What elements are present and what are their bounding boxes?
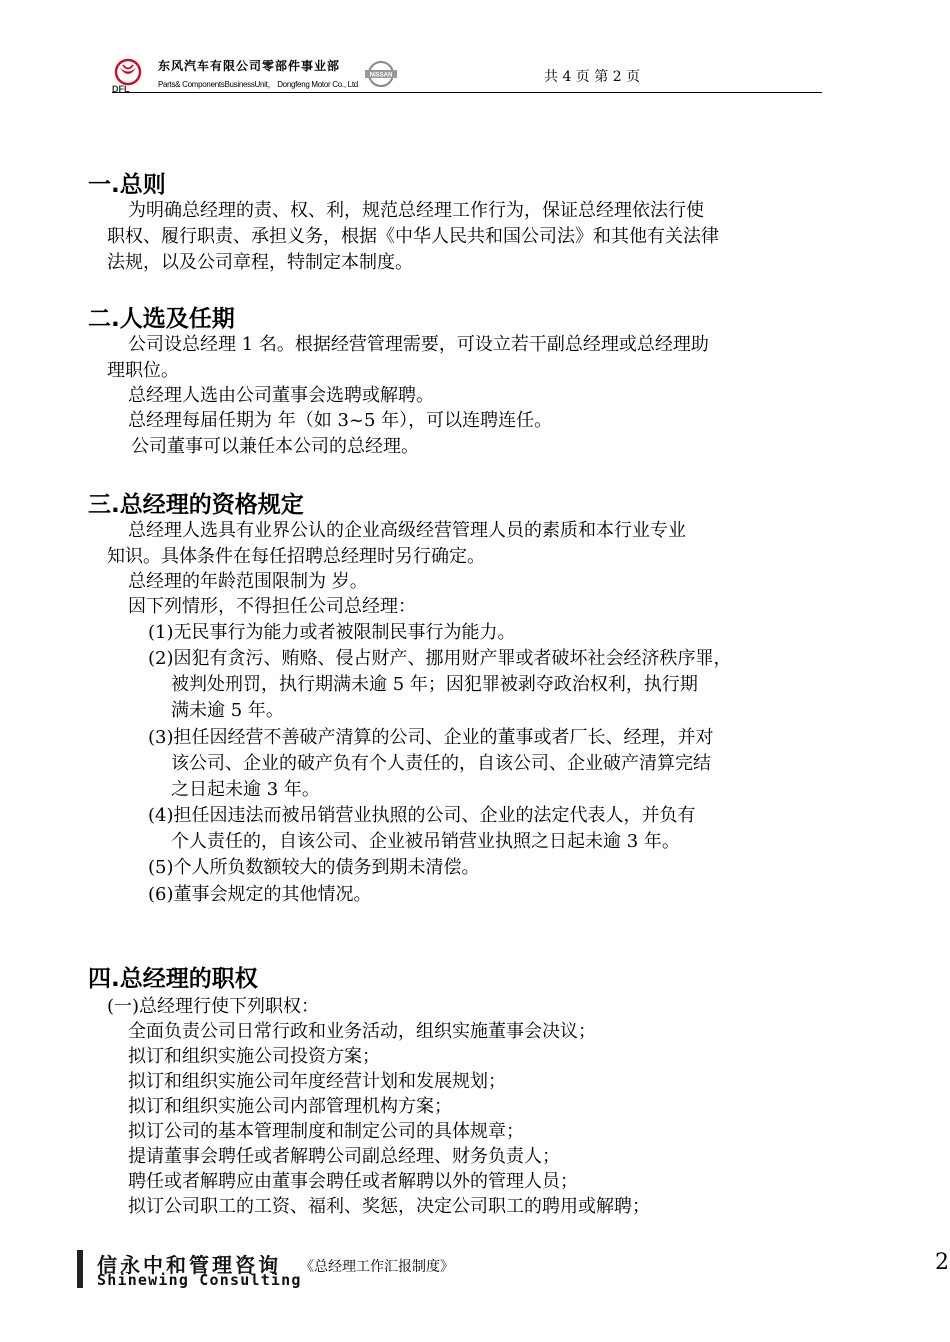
svg-text:NISSAN: NISSAN bbox=[369, 72, 393, 79]
list-item: (5)个人所负数额较大的债务到期未清偿。 bbox=[148, 857, 480, 878]
paragraph-line: 聘任或者解聘应由董事会聘任或者解聘以外的管理人员； bbox=[128, 1171, 578, 1192]
footer-brand-en: Shinewing Consulting bbox=[97, 1271, 302, 1289]
paragraph-line: 为明确总经理的责、权、利，规范总经理工作行为，保证总经理依法行使 bbox=[128, 200, 704, 221]
paragraph-line: 职权、履行职责、承担义务，根据《中华人民共和国公司法》和其他有关法律 bbox=[107, 226, 719, 247]
section-title-authority: 四.总经理的职权 bbox=[88, 966, 258, 992]
section-title-appointment: 二.人选及任期 bbox=[88, 306, 235, 332]
paragraph-line: 知识。具体条件在每任招聘总经理时另行确定。 bbox=[107, 546, 485, 567]
list-item-continuation: 之日起未逾 3 年。 bbox=[171, 779, 320, 800]
company-name-en: Parts& ComponentsBusinessUnit， Dongfeng Motor Co., Ltd bbox=[158, 80, 358, 89]
list-item: (6)董事会规定的其他情况。 bbox=[148, 884, 372, 905]
list-item-continuation: 满未逾 5 年。 bbox=[171, 700, 284, 721]
company-name-cn: 东风汽车有限公司零部件事业部 bbox=[158, 59, 341, 73]
paragraph-line: 总经理每届任期为 年（如 3~5 年），可以连聘连任。 bbox=[128, 410, 553, 431]
paragraph-line: 公司董事可以兼任本公司的总经理。 bbox=[131, 436, 419, 457]
list-item-continuation: 该公司、企业的破产负有个人责任的，自该公司、企业破产清算完结 bbox=[171, 753, 711, 774]
paragraph-line: 总经理人选由公司董事会选聘或解聘。 bbox=[128, 385, 434, 406]
section-title-qualification: 三.总经理的资格规定 bbox=[88, 492, 304, 518]
dongfeng-logo-icon bbox=[106, 58, 152, 94]
paragraph-line: 法规，以及公司章程，特制定本制度。 bbox=[107, 252, 413, 273]
paragraph-line: 总经理的年龄范围限制为 岁。 bbox=[128, 571, 368, 592]
paragraph-line: 总经理人选具有业界公认的企业高级经营管理人员的素质和本行业专业 bbox=[128, 520, 686, 541]
list-item: (3)担任因经营不善破产清算的公司、企业的董事或者厂长、经理，并对 bbox=[148, 727, 714, 748]
paragraph-line: 提请董事会聘任或者解聘公司副总经理、财务负责人； bbox=[128, 1146, 560, 1167]
footer-bar bbox=[77, 1250, 83, 1288]
paragraph-line: 全面负责公司日常行政和业务活动，组织实施董事会决议； bbox=[128, 1021, 596, 1042]
svg-text:DFL: DFL bbox=[112, 84, 130, 94]
paragraph-line: 公司设总经理 1 名。根据经营管理需要，可设立若干副总经理或总经理助 bbox=[128, 334, 709, 355]
list-item: (4)担任因违法而被吊销营业执照的公司、企业的法定代表人，并负有 bbox=[148, 805, 696, 826]
paragraph-line: 因下列情形，不得担任公司总经理： bbox=[128, 596, 416, 617]
paragraph-line: 拟订和组织实施公司内部管理机构方案； bbox=[128, 1096, 452, 1117]
list-item-continuation: 被判处刑罚，执行期满未逾 5 年；因犯罪被剥夺政治权利，执行期 bbox=[171, 674, 698, 695]
list-item: (2)因犯有贪污、贿赂、侵占财产、挪用财产罪或者破坏社会经济秩序罪， bbox=[148, 648, 732, 669]
paragraph-line: 拟订公司职工的工资、福利、奖惩，决定公司职工的聘用或解聘； bbox=[128, 1196, 650, 1217]
nissan-logo-icon bbox=[364, 60, 398, 88]
paragraph-line: 理职位。 bbox=[107, 360, 179, 381]
list-item-continuation: 个人责任的，自该公司、企业被吊销营业执照之日起未逾 3 年。 bbox=[171, 831, 680, 852]
header-divider bbox=[112, 92, 822, 93]
page-number: 2 bbox=[935, 1250, 949, 1275]
paragraph-line: 拟订公司的基本管理制度和制定公司的具体规章； bbox=[128, 1121, 524, 1142]
subsection-title: (一)总经理行使下列职权： bbox=[107, 996, 320, 1017]
page-info: 共 4 页 第 2 页 bbox=[544, 69, 641, 85]
list-item: (1)无民事行为能力或者被限制民事行为能力。 bbox=[148, 622, 516, 643]
footer-brand-cn: 信永中和管理咨询 bbox=[97, 1253, 281, 1277]
section-title-general: 一.总则 bbox=[88, 172, 166, 198]
page-header bbox=[0, 0, 950, 100]
paragraph-line: 拟订和组织实施公司投资方案； bbox=[128, 1046, 380, 1067]
paragraph-line: 拟订和组织实施公司年度经营计划和发展规划； bbox=[128, 1071, 506, 1092]
footer-doc-title: 《总经理工作汇报制度》 bbox=[300, 1259, 454, 1275]
